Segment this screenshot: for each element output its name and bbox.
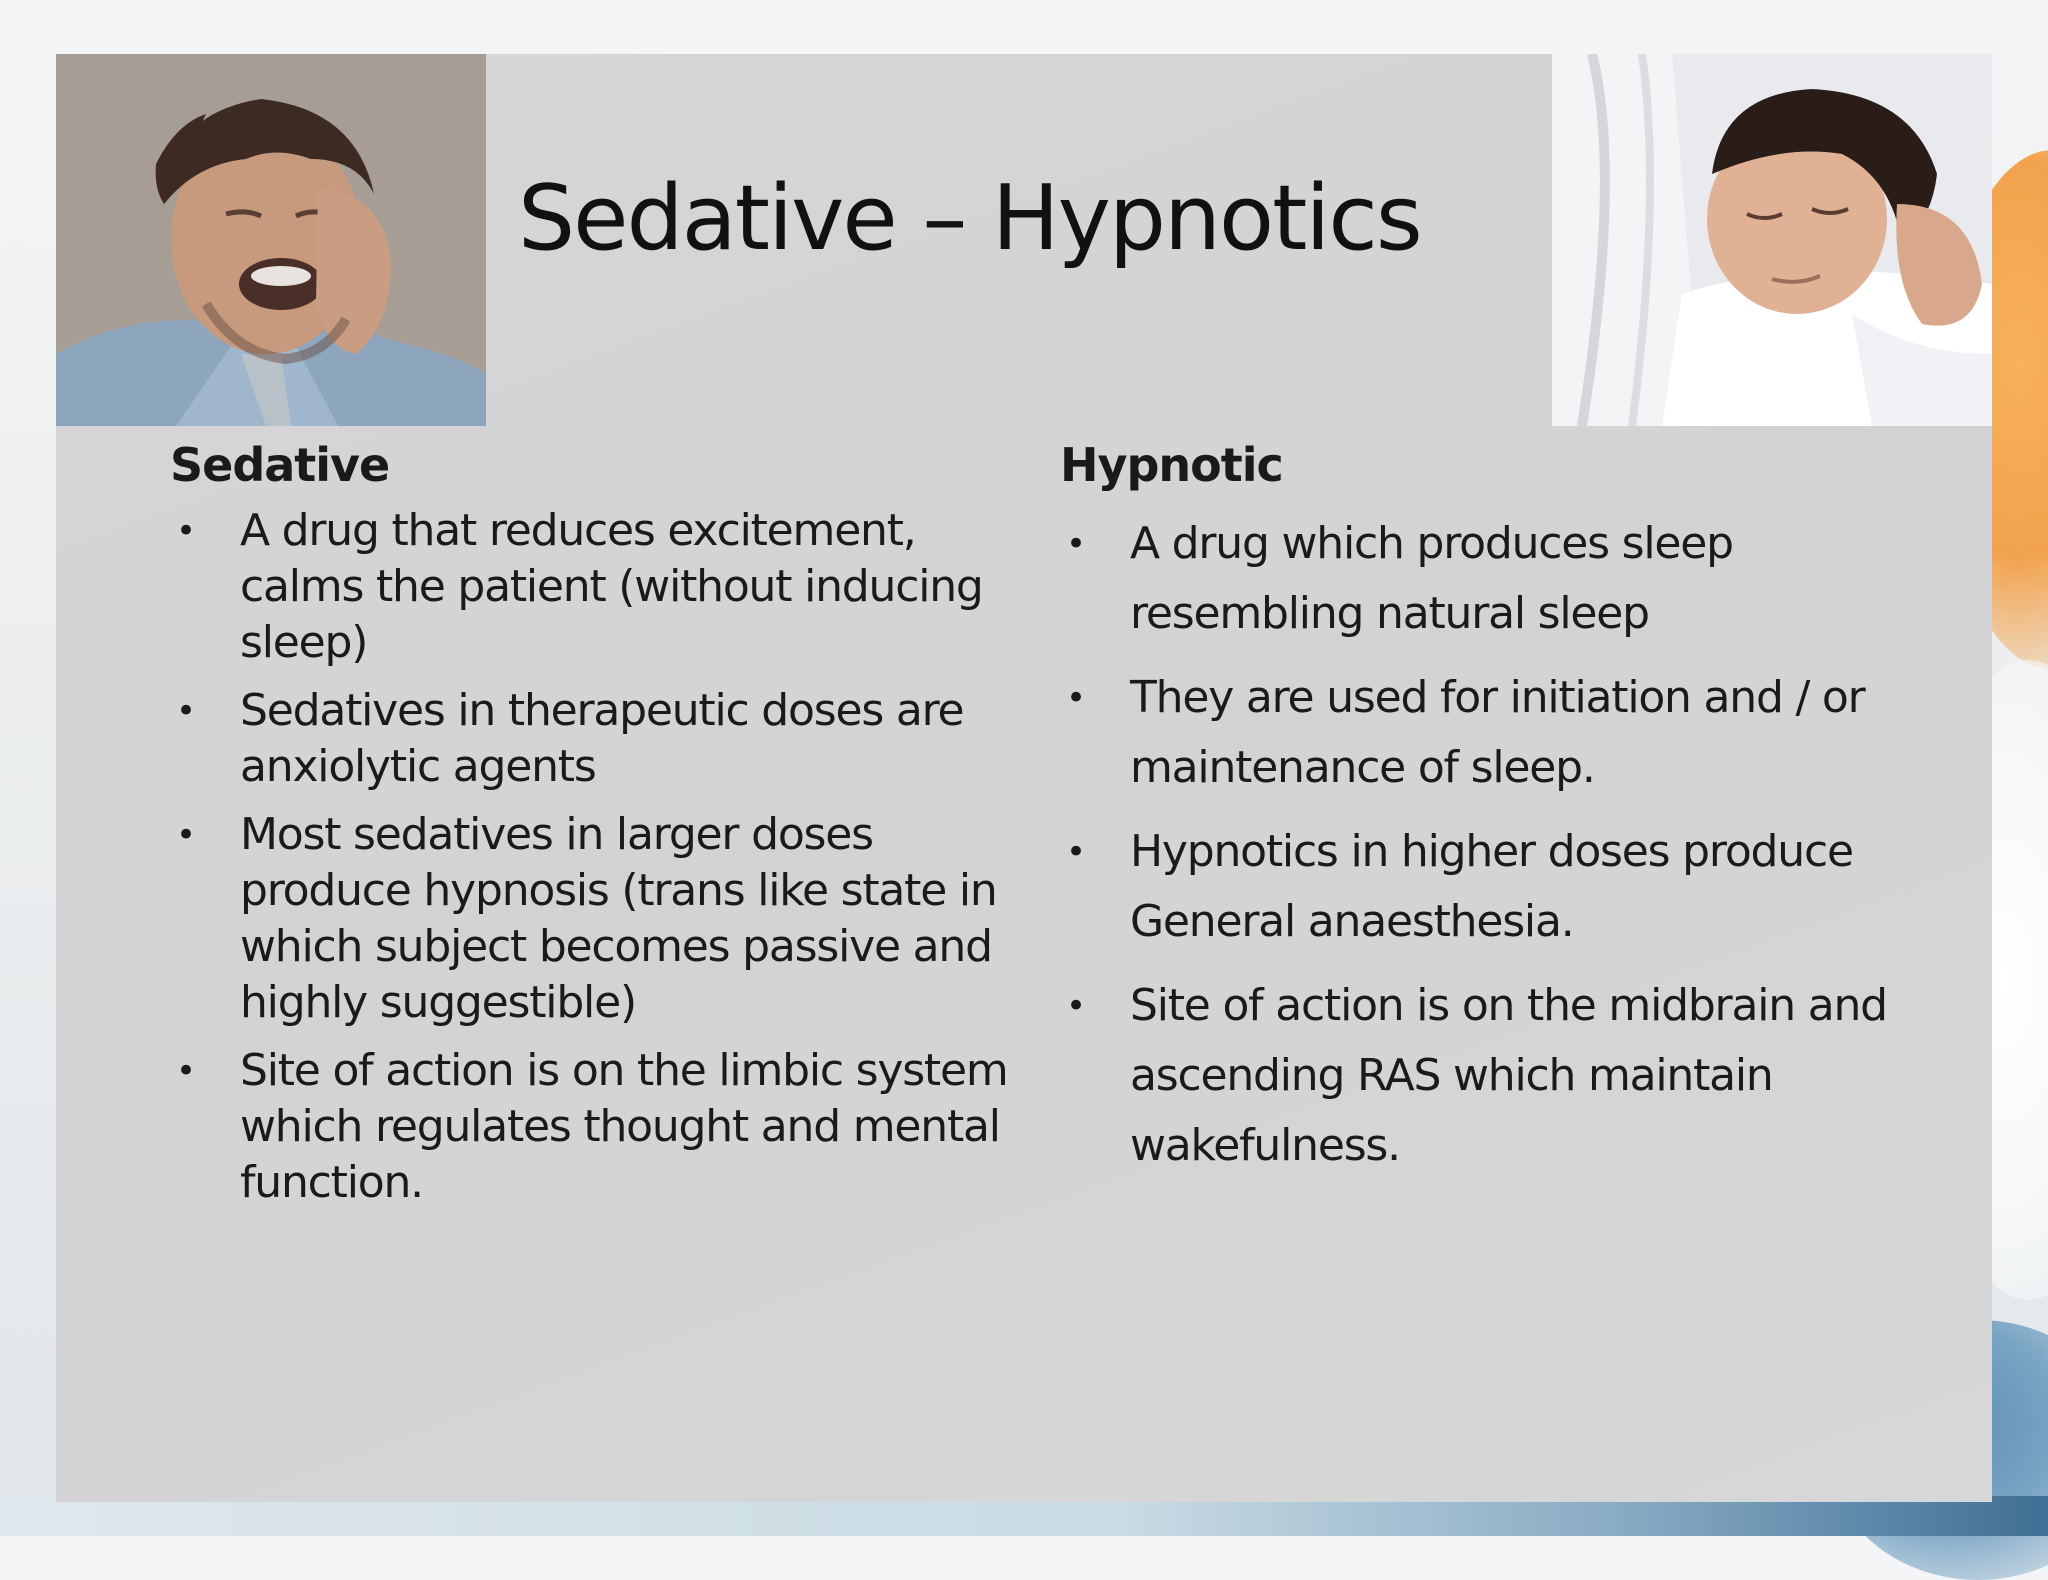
sedative-bullet-text: Most sedatives in larger doses produce hypnosis (trans like state in which subject becomes passive and highly suggestible) — [240, 809, 997, 1029]
background-bottom-strip — [0, 1496, 2048, 1536]
bullet-dot-icon: • — [1066, 524, 1085, 565]
sedative-bullet-text: Site of action is on the limbic system which regulates thought and mental function. — [240, 1045, 1008, 1209]
bullet-dot-icon: • — [1066, 832, 1085, 873]
yawning-man-photo — [56, 54, 486, 426]
sleeping-man-photo — [1552, 54, 1992, 426]
bullet-dot-icon: • — [1066, 986, 1085, 1027]
sedative-bullet-list — [170, 503, 1030, 1211]
sedative-heading: Sedative — [170, 438, 390, 492]
bullet-dot-icon: • — [176, 815, 195, 856]
sedative-bullet-text: A drug that reduces excitement, calms the patient (without inducing sleep) — [240, 505, 983, 669]
hypnotic-bullet-item — [1060, 509, 1930, 649]
hypnotic-bullet-item — [1060, 663, 1930, 803]
hypnotic-column — [1060, 438, 1930, 1195]
slide-title: Sedative – Hypnotics — [518, 166, 1421, 271]
hypnotic-bullet-item — [1060, 971, 1930, 1181]
bullet-dot-icon: • — [1066, 678, 1085, 719]
bullet-dot-icon: • — [176, 1051, 195, 1092]
hypnotic-bullet-item — [1060, 817, 1930, 957]
sedative-bullet-item — [170, 1043, 1030, 1211]
sedative-column — [170, 438, 1030, 1223]
hypnotic-bullet-text: Site of action is on the midbrain and ascending RAS which maintain wakefulness. — [1130, 980, 1887, 1172]
hypnotic-bullet-text: They are used for initiation and / or maintenance of sleep. — [1130, 672, 1865, 794]
sedative-bullet-item — [170, 683, 1030, 795]
bullet-dot-icon: • — [176, 691, 195, 732]
hypnotic-bullet-text: Hypnotics in higher doses produce General anaesthesia. — [1130, 826, 1853, 948]
hypnotic-heading: Hypnotic — [1060, 438, 1283, 492]
sedative-bullet-item — [170, 807, 1030, 1031]
hypnotic-bullet-list — [1060, 509, 1930, 1181]
slide — [56, 54, 1992, 1502]
sedative-bullet-item — [170, 503, 1030, 671]
sedative-bullet-text: Sedatives in therapeutic doses are anxiolytic agents — [240, 685, 964, 793]
hypnotic-bullet-text: A drug which produces sleep resembling natural sleep — [1130, 518, 1733, 640]
bullet-dot-icon: • — [176, 511, 195, 552]
